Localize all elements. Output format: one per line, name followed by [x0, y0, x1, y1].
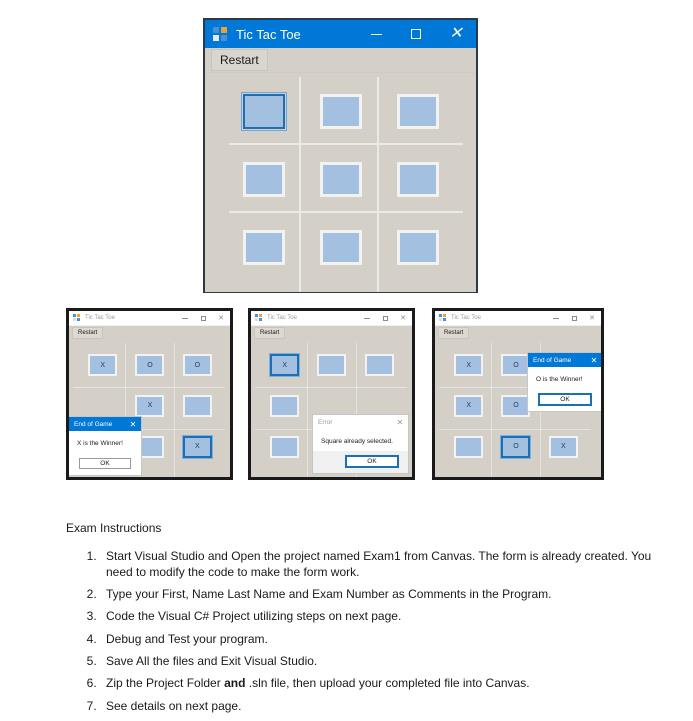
winforms-app-icon: [255, 314, 263, 322]
ok-button[interactable]: OK: [79, 458, 131, 469]
minimize-icon[interactable]: [356, 20, 396, 48]
message-dialog: [313, 415, 408, 473]
board-square-0[interactable]: X: [88, 354, 117, 376]
maximize-icon[interactable]: [396, 20, 436, 48]
board-cell-wrapper: [225, 77, 302, 145]
instruction-item: 5. Save All the files and Exit Visual Studio.: [100, 654, 656, 670]
board-square-6[interactable]: [270, 436, 299, 458]
instruction-text-pre: Zip the Project Folder: [106, 676, 225, 691]
close-icon[interactable]: ✕: [449, 25, 463, 42]
board-cell-wrapper: [174, 426, 221, 467]
instruction-item: 2. Type your First, Name Last Name and Exam Number as Comments in the Program.: [100, 587, 656, 603]
dialog-title: End of Game: [74, 420, 113, 428]
board-cell-wrapper: [174, 345, 221, 386]
window-title: Tic Tac Toe: [236, 26, 301, 42]
board-cell-wrapper: [302, 214, 379, 282]
board-square-8[interactable]: [397, 230, 439, 265]
board-square-2[interactable]: [365, 354, 394, 376]
shot-titlebar[interactable]: [251, 311, 412, 326]
board-cell-wrapper: [445, 386, 492, 427]
shot-window-controls: [547, 311, 601, 326]
board-cell-wrapper: [492, 426, 539, 467]
window-controls: [356, 20, 476, 48]
minimize-icon[interactable]: [358, 311, 376, 326]
dialog-title: End of Game: [533, 356, 572, 364]
board-cell-wrapper: [261, 386, 308, 427]
board-cell-wrapper: [225, 145, 302, 213]
board-square-8[interactable]: X: [183, 436, 212, 458]
board-cell-wrapper: [445, 345, 492, 386]
board-cell-wrapper: [380, 77, 457, 145]
shot-window-controls: [176, 311, 230, 326]
board-cell-wrapper: [380, 145, 457, 213]
board-cell-wrapper: [174, 386, 221, 427]
shot-window-title: Tic Tac Toe: [267, 315, 297, 321]
dialog-footer: [313, 451, 408, 473]
maximize-icon[interactable]: [194, 311, 212, 326]
board-square-4[interactable]: [320, 162, 362, 197]
board-square-5[interactable]: [397, 162, 439, 197]
board-square-3[interactable]: [243, 162, 285, 197]
board-square-1[interactable]: O: [501, 354, 530, 376]
dialog-titlebar[interactable]: [528, 353, 602, 367]
shot-client-area: [435, 339, 601, 477]
instruction-text-post: .sln file, then upload your completed file into Canvas.: [245, 676, 530, 691]
board-cell-wrapper: [126, 345, 173, 386]
close-icon[interactable]: ✕: [590, 355, 598, 365]
shot-menubar: [251, 326, 412, 339]
board-square-8[interactable]: X: [549, 436, 578, 458]
board-cell-wrapper: [79, 345, 126, 386]
close-icon[interactable]: ✕: [589, 315, 595, 322]
main-tic-tac-toe-window: [203, 18, 478, 293]
board-square-4[interactable]: X: [135, 395, 164, 417]
board-cell-wrapper: [261, 426, 308, 467]
board-cell-wrapper: [380, 214, 457, 282]
board-cell-wrapper: [445, 426, 492, 467]
board-square-4[interactable]: O: [501, 395, 530, 417]
board-square-6[interactable]: [454, 436, 483, 458]
instruction-item: 7. See details on next page.: [100, 699, 656, 715]
winforms-app-icon: [73, 314, 81, 322]
board-square-0[interactable]: X: [454, 354, 483, 376]
shot-window-controls: [358, 311, 412, 326]
board-cell-wrapper: [302, 145, 379, 213]
instruction-item: 4. Debug and Test your program.: [100, 632, 656, 648]
minimize-icon[interactable]: [547, 311, 565, 326]
board-cells: [225, 77, 457, 282]
board-cell-wrapper: [308, 345, 355, 386]
board-square-1[interactable]: [317, 354, 346, 376]
board-cell-wrapper: [302, 77, 379, 145]
board-square-0[interactable]: X: [270, 354, 299, 376]
restart-button[interactable]: Restart: [438, 327, 469, 339]
winforms-app-icon: [439, 314, 447, 322]
ok-button[interactable]: OK: [346, 456, 398, 467]
screenshot-x-winner: [66, 308, 233, 480]
window-titlebar[interactable]: [205, 20, 476, 48]
window-client-area: [205, 73, 476, 292]
board-square-5[interactable]: [183, 395, 212, 417]
instruction-item: 3. Code the Visual C# Project utilizing steps on next page.: [100, 609, 656, 625]
restart-button[interactable]: Restart: [211, 49, 268, 71]
board-square-3[interactable]: [270, 395, 299, 417]
instruction-item: 1. Start Visual Studio and Open the project named Exam1 from Canvas. The form is already created. You need to modify the code to make the form work.: [100, 549, 656, 581]
close-icon[interactable]: ✕: [129, 419, 137, 429]
maximize-icon[interactable]: [565, 311, 583, 326]
board-cell-wrapper: [356, 345, 403, 386]
winforms-app-icon: [213, 27, 228, 42]
exam-instructions-section: [66, 521, 656, 721]
window-menubar: [205, 48, 476, 73]
shot-titlebar[interactable]: [435, 311, 601, 326]
minimize-icon[interactable]: [176, 311, 194, 326]
dialog-message: Square already selected.: [313, 429, 408, 451]
shot-menubar: [69, 326, 230, 339]
message-dialog: [528, 353, 602, 411]
message-dialog: [69, 417, 141, 475]
dialog-footer: [69, 453, 141, 475]
board-square-3[interactable]: X: [454, 395, 483, 417]
board-square-2[interactable]: [397, 94, 439, 129]
board-cell-wrapper: [261, 345, 308, 386]
dialog-message: X is the Winner!: [69, 431, 141, 453]
dialog-titlebar[interactable]: [313, 415, 408, 429]
screenshot-error-dialog: [248, 308, 415, 480]
instructions-heading: Exam Instructions: [66, 521, 162, 535]
instructions-list: [66, 549, 656, 715]
dialog-footer: [528, 389, 602, 411]
board-square-7[interactable]: O: [501, 436, 530, 458]
shot-window-title: Tic Tac Toe: [451, 315, 481, 321]
dialog-message: O is the Winner!: [528, 367, 602, 389]
close-icon[interactable]: ✕: [396, 417, 404, 427]
ok-button[interactable]: OK: [539, 394, 591, 405]
board-square-1[interactable]: [320, 94, 362, 129]
instruction-text-emphasis: and: [224, 676, 246, 691]
board-square-7[interactable]: [320, 230, 362, 265]
maximize-icon[interactable]: [376, 311, 394, 326]
board-square-1[interactable]: O: [135, 354, 164, 376]
board-cell-wrapper: [540, 426, 587, 467]
dialog-titlebar[interactable]: [69, 417, 141, 431]
board-square-6[interactable]: [243, 230, 285, 265]
shot-window-title: Tic Tac Toe: [85, 315, 115, 321]
shot-titlebar[interactable]: [69, 311, 230, 326]
screenshot-o-winner: [432, 308, 604, 480]
board-square-0[interactable]: [243, 94, 285, 129]
board-square-2[interactable]: O: [183, 354, 212, 376]
board-cell-wrapper: [225, 214, 302, 282]
restart-button[interactable]: Restart: [254, 327, 285, 339]
shot-client-area: [251, 339, 412, 477]
restart-button[interactable]: Restart: [72, 327, 103, 339]
dialog-title: Error: [318, 418, 333, 426]
tic-tac-toe-board: [225, 77, 457, 282]
close-icon[interactable]: ✕: [218, 315, 224, 322]
instruction-item: [100, 676, 656, 692]
shot-menubar: [435, 326, 601, 339]
close-icon[interactable]: ✕: [400, 315, 406, 322]
shot-client-area: [69, 339, 230, 477]
